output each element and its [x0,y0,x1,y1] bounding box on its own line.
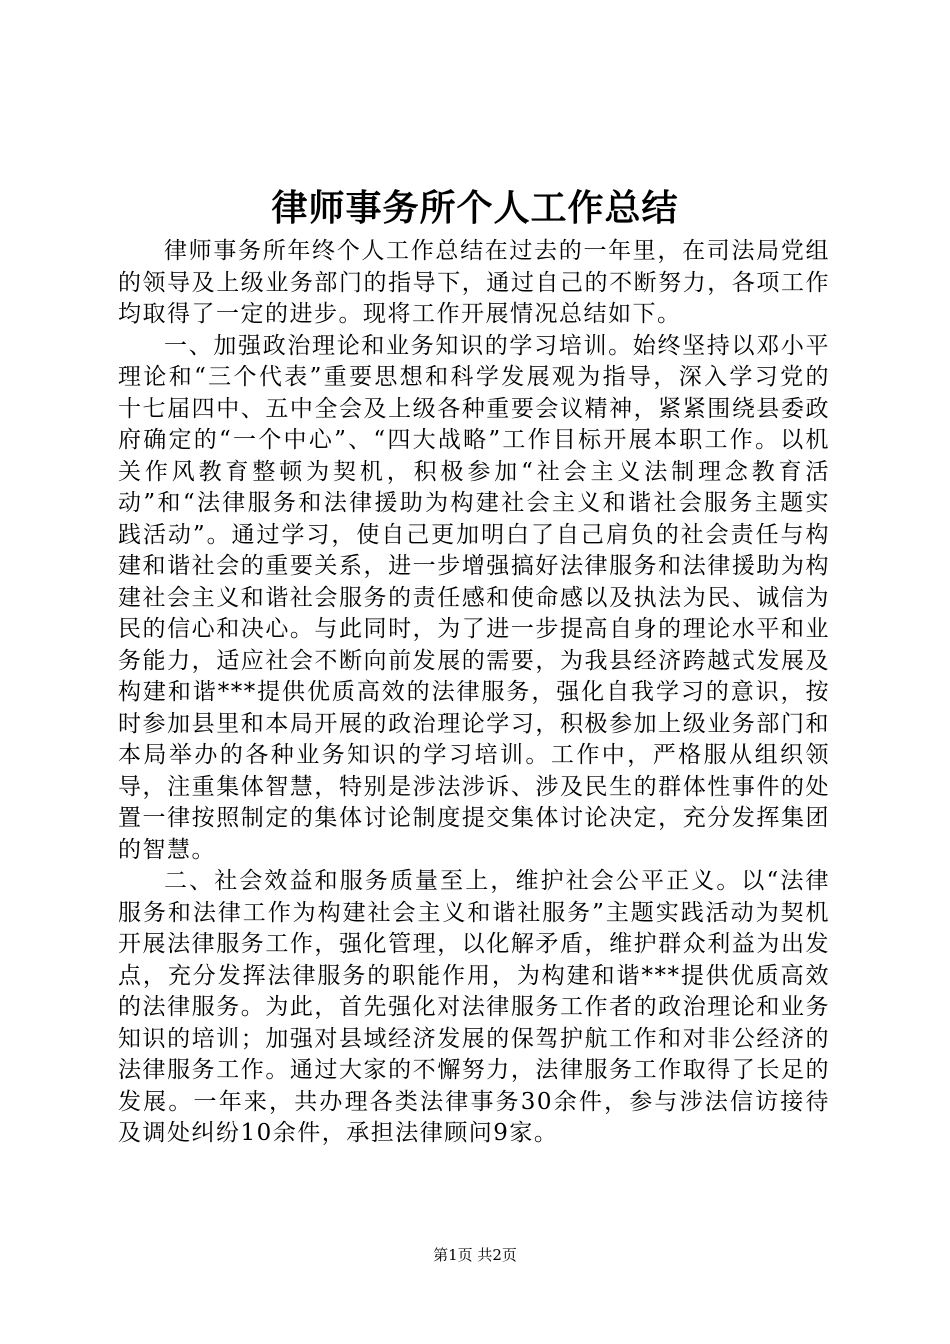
document-body [118,236,830,1150]
page-number-footer: 第1页 共2页 [433,1246,517,1264]
paragraph-section-two: 二、社会效益和服务质量至上，维护社会公平正义。以“法律服务和法律工作为构建社会主义和谐社服务”主题实践活动为契机开展法律服务工作，强化管理，以化解矛盾，维护群众利益为出发点，充分发挥法律服务的职能作用，为构建和谐***提供优质高效的法律服务。为此，首先强化对法律服务工作者的政治理论和业务知识的培训；加强对县域经济发展的保驾护航工作和对非公经济的法律服务工作。通过大家的不懈努力，法律服务工作取得了长足的发展。一年来，共办理各类法律事务30余件，参与涉法信访接待及调处纠纷10余件，承担法律顾问9家。 [118,868,830,1146]
paragraph-section-one: 一、加强政治理论和业务知识的学习培训。始终坚持以邓小平理论和“三个代表”重要思想和科学发展观为指导，深入学习党的十七届四中、五中全会及上级各种重要会议精神，紧紧围绕县委政府确定的“一个中心”、“四大战略”工作目标开展本职工作。以机关作风教育整顿为契机，积极参加“社会主义法制理念教育活动”和“法律服务和法律援助为构建社会主义和谐社会服务主题实践活动”。通过学习，使自己更加明白了自己肩负的社会责任与构建和谐社会的重要关系，进一步增强搞好法律服务和法律援助为构建社会主义和谐社会服务的责任感和使命感以及执法为民、诚信为民的信心和决心。与此同时，为了进一步提高自身的理论水平和业务能力，适应社会不断向前发展的需要，为我县经济跨越式发展及构建和谐***提供优质高效的法律服务，强化自我学习的意识，按时参加县里和本局开展的政治理论学习，积极参加上级业务部门和本局举办的各种业务知识的学习培训。工作中，严格服从组织领导，注重集体智慧，特别是涉法涉诉、涉及民生的群体性事件的处置一律按照制定的集体讨论制度提交集体讨论决定，充分发挥集团的智慧。 [118,332,830,863]
document-title: 律师事务所个人工作总结 [271,187,679,229]
paragraph-intro: 律师事务所年终个人工作总结在过去的一年里，在司法局党组的领导及上级业务部门的指导下，通过自己的不断努力，各项工作均取得了一定的进步。现将工作开展情况总结如下。 [118,238,830,327]
